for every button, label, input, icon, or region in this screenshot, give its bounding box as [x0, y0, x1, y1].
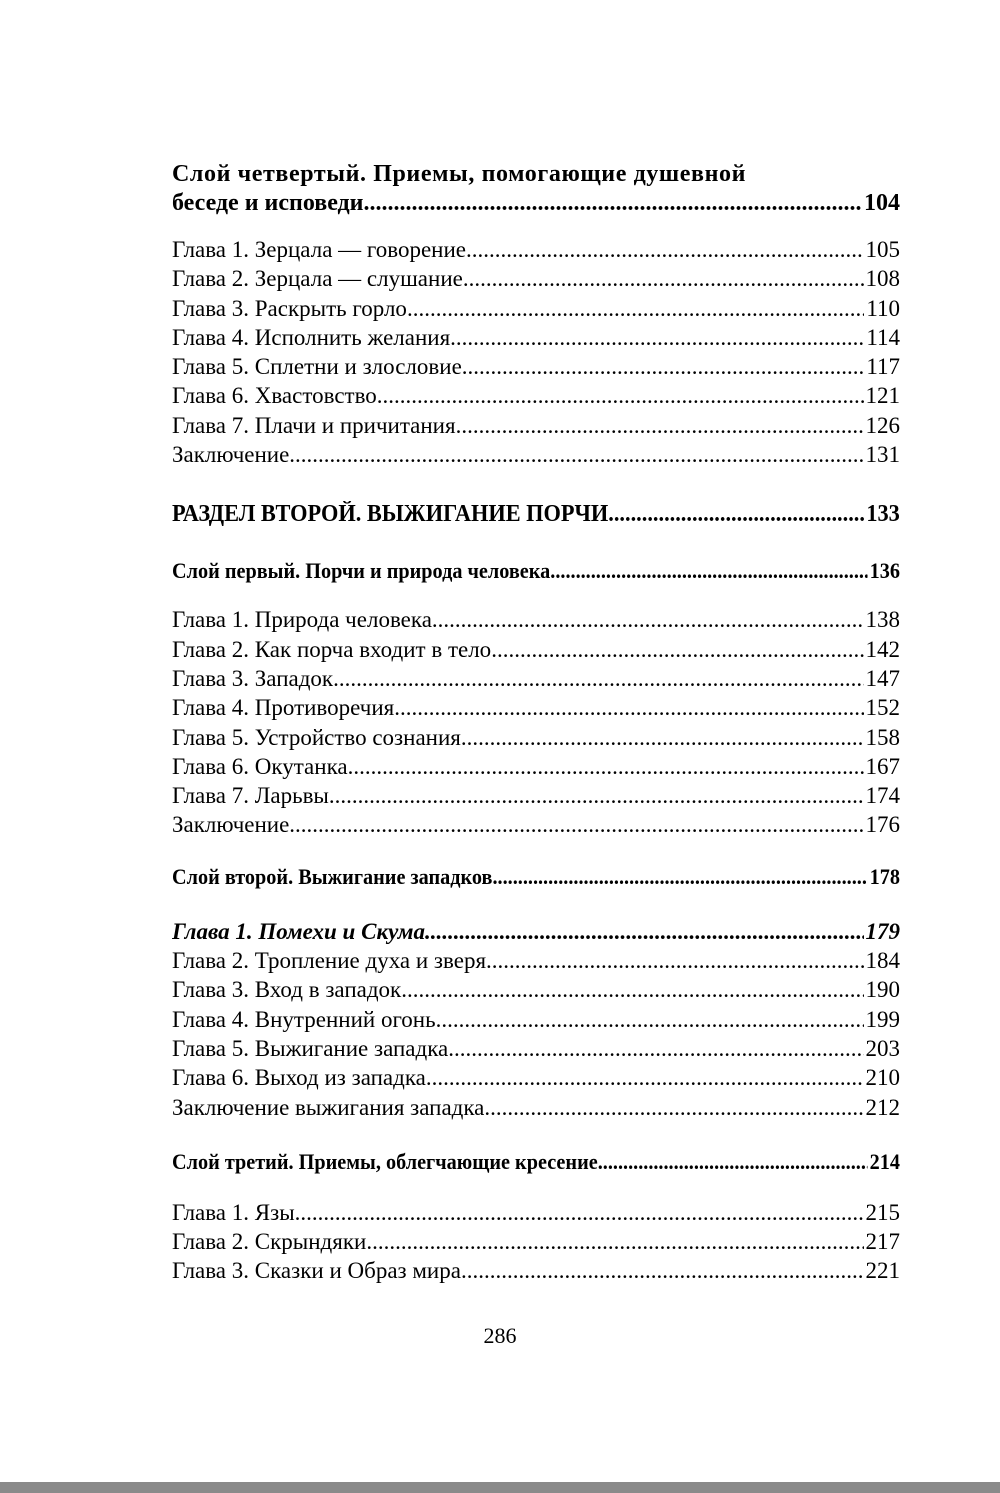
toc-entry-page: 184	[865, 948, 900, 974]
toc-entry-page: 117	[866, 354, 900, 380]
toc-entry-page: 215	[865, 1199, 900, 1225]
dot-leader	[394, 693, 863, 722]
layer-one-title: Слой первый. Порчи и природа человека	[172, 558, 551, 584]
toc-entry-title: Глава 2. Как порча входит в тело	[172, 636, 492, 662]
toc-entry	[172, 1093, 900, 1122]
toc-entry	[172, 1063, 900, 1092]
toc-entry	[172, 810, 900, 839]
toc-entry-title: Заключение	[172, 812, 290, 838]
layer-one-heading	[172, 556, 900, 586]
toc-entry	[172, 294, 900, 323]
toc-entry	[172, 635, 900, 664]
dot-leader	[364, 189, 862, 218]
layer-three-heading	[172, 1147, 900, 1177]
toc-entry	[172, 411, 900, 440]
toc-entry-page: 110	[866, 295, 900, 321]
toc-entry-page: 210	[865, 1065, 900, 1091]
toc-entry	[172, 781, 900, 810]
table-of-contents	[172, 160, 900, 1286]
toc-entry-title: Глава 6. Выход из западка	[172, 1065, 426, 1091]
toc-entry-title: Глава 1. Помехи и Скума	[172, 918, 425, 944]
toc-entry-title: Глава 4. Исполнить желания	[172, 324, 451, 350]
toc-entry	[172, 605, 900, 634]
dot-leader	[466, 235, 863, 264]
toc-entry-title: Глава 1. Язы	[172, 1199, 295, 1225]
toc-entry-title: Глава 3. Раскрыть горло	[172, 295, 407, 321]
dot-leader	[492, 862, 867, 892]
dot-leader	[377, 381, 864, 410]
toc-entry-title: Глава 2. Зерцала — слушание	[172, 266, 463, 292]
toc-entry	[172, 440, 900, 469]
dot-leader	[486, 946, 863, 975]
toc-entry-title: Глава 2. Скрындяки	[172, 1229, 367, 1255]
dot-leader	[448, 1034, 863, 1063]
toc-entry-title: Глава 2. Тропление духа и зверя	[172, 948, 487, 974]
toc-entry-title: Глава 7. Плачи и причитания	[172, 412, 456, 438]
toc-entry-page: 147	[865, 665, 900, 691]
layer-three-title: Слой третий. Приемы, облегчающие кресение	[172, 1148, 598, 1174]
toc-entry-title: Заключение	[172, 442, 290, 468]
page-number: 286	[483, 1323, 517, 1348]
dot-leader	[425, 917, 864, 946]
toc-entry-title: Глава 5. Выжигание западка	[172, 1035, 449, 1061]
dot-leader	[289, 810, 863, 839]
dot-leader	[463, 264, 864, 293]
section-four-page: 104	[864, 190, 900, 216]
dot-leader	[598, 1147, 868, 1177]
layer-two-heading	[172, 862, 900, 892]
part-two-page: 133	[866, 501, 900, 528]
dot-leader	[426, 1063, 864, 1092]
dot-leader	[550, 556, 868, 586]
dot-leader	[491, 635, 863, 664]
toc-entry-page: 152	[865, 695, 900, 721]
toc-entry-page: 108	[865, 266, 900, 292]
toc-entry-title: Глава 6. Окутанка	[172, 753, 348, 779]
toc-entry-page: 179	[865, 918, 900, 944]
toc-entry	[172, 1005, 900, 1034]
layer-one-page: 136	[869, 558, 901, 584]
dot-leader	[348, 752, 864, 781]
dot-leader	[462, 352, 865, 381]
toc-entry	[172, 264, 900, 293]
toc-entry-title: Глава 4. Противоречия	[172, 695, 395, 721]
toc-entry-page: 174	[865, 783, 900, 809]
toc-entry	[172, 693, 900, 722]
dot-leader	[608, 497, 864, 531]
toc-entry-title: Глава 6. Хвастовство	[172, 383, 377, 409]
toc-entry-page: 212	[865, 1094, 900, 1120]
toc-entry-title: Заключение выжигания западка	[172, 1094, 485, 1120]
dot-leader	[329, 781, 864, 810]
dot-leader	[450, 323, 864, 352]
toc-entry-page: 105	[865, 237, 900, 262]
toc-entry-page: 199	[865, 1006, 900, 1032]
toc-entry-page: 190	[865, 977, 900, 1003]
section-four-title-row	[172, 189, 900, 218]
section-four-heading	[172, 160, 900, 218]
toc-entry	[172, 1034, 900, 1063]
dot-leader	[432, 605, 864, 634]
viewer-bottom-edge	[0, 1482, 1000, 1493]
dot-leader	[366, 1227, 863, 1256]
toc-entry-page: 217	[865, 1229, 900, 1255]
dot-leader	[456, 411, 864, 440]
dot-leader	[484, 1093, 863, 1122]
toc-entry-title: Глава 5. Сплетни и злословие	[172, 354, 462, 380]
toc-entry	[172, 975, 900, 1004]
toc-entry	[172, 352, 900, 381]
toc-entry-page: 121	[865, 383, 900, 409]
toc-entry	[172, 1256, 900, 1285]
layer-two-title: Слой второй. Выжигание западков	[172, 863, 493, 889]
dot-leader	[401, 975, 863, 1004]
toc-entry	[172, 381, 900, 410]
toc-entry-page: 221	[865, 1258, 900, 1284]
dot-leader	[407, 294, 864, 323]
toc-entry-title: Глава 7. Ларьвы	[172, 783, 329, 809]
section-four-title-line1: Слой четвертый. Приемы, помогающие душевной	[172, 161, 747, 187]
toc-entry	[172, 235, 900, 264]
toc-entry-title: Глава 3. Западок	[172, 665, 334, 691]
dot-leader	[295, 1198, 864, 1227]
toc-entry-page: 167	[865, 753, 900, 779]
layer-two-page: 178	[869, 863, 901, 889]
toc-entry-title: Глава 3. Вход в западок	[172, 977, 402, 1003]
toc-entry	[172, 323, 900, 352]
dot-leader	[461, 723, 864, 752]
toc-entry	[172, 664, 900, 693]
dot-leader	[461, 1256, 864, 1285]
toc-entry-title: Глава 5. Устройство сознания	[172, 724, 461, 750]
toc-entry	[172, 1198, 900, 1227]
toc-entry-page: 126	[865, 412, 900, 438]
toc-entry-title: Глава 1. Зерцала — говорение	[172, 237, 467, 262]
toc-entry-page: 138	[865, 607, 900, 633]
toc-entry-page: 203	[865, 1035, 900, 1061]
section-four-title-line2: беседе и исповеди	[172, 190, 364, 216]
toc-entry	[172, 946, 900, 975]
part-two-heading	[172, 497, 900, 531]
toc-entry-page: 158	[865, 724, 900, 750]
toc-entry-page: 142	[865, 636, 900, 662]
dot-leader	[289, 440, 863, 469]
toc-entry-page: 176	[865, 812, 900, 838]
toc-entry-title: Глава 4. Внутренний огонь	[172, 1006, 436, 1032]
toc-entry-title: Глава 3. Сказки и Образ мира	[172, 1258, 461, 1284]
layer-three-page: 214	[869, 1148, 901, 1174]
toc-entry	[172, 723, 900, 752]
toc-entry	[172, 1227, 900, 1256]
part-two-title: РАЗДЕЛ ВТОРОЙ. ВЫЖИГАНИЕ ПОРЧИ	[172, 501, 609, 528]
toc-entry-title: Глава 1. Природа человека	[172, 607, 432, 633]
dot-leader	[333, 664, 863, 693]
toc-entry-highlighted	[172, 917, 900, 946]
toc-entry-page: 131	[865, 442, 900, 468]
toc-entry-page: 114	[866, 324, 900, 350]
toc-entry	[172, 752, 900, 781]
dot-leader	[436, 1005, 864, 1034]
